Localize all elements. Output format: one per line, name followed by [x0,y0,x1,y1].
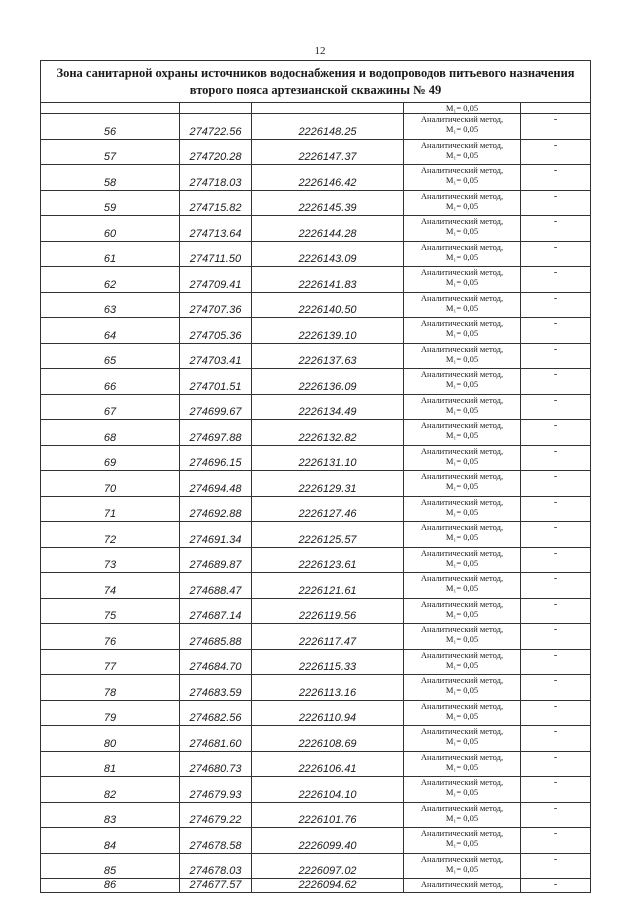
method-coefficient: M₁= 0,05 [445,736,479,746]
coordinates-table [40,60,591,893]
cell-dash: - [521,624,591,650]
cell-y: 2226121.61 [252,573,404,599]
cell-method [404,343,521,369]
cell-number: 85 [41,853,180,879]
method-coefficient: M₁= 0,05 [445,277,479,287]
cell-method [404,471,521,497]
cell-number: 72 [41,522,180,548]
cell-number: 82 [41,777,180,803]
cell-x: 274703.41 [180,343,252,369]
method-name: Аналитический метод, [420,318,504,328]
cell-dash: - [521,318,591,344]
cell-y: 2226115.33 [252,649,404,675]
method-name: Аналитический метод, [420,114,504,124]
cell-method [404,369,521,395]
cell-y: 2226141.83 [252,267,404,293]
method-name: Аналитический метод, [420,751,504,762]
method-name: Аналитический метод, [420,496,504,507]
cell-method [404,879,521,893]
cell-y: 2226106.41 [252,751,404,777]
cell-dash: - [521,726,591,752]
cell-dash [521,103,591,114]
method-name: Аналитический метод, [420,369,504,379]
table-row [41,420,591,446]
cell-dash: - [521,369,591,395]
continued-row [41,103,591,114]
cell-number: 84 [41,828,180,854]
cell-y: 2226108.69 [252,726,404,752]
method-coefficient: M₁= 0,05 [445,608,479,619]
method-coefficient: M₁= 0,05 [445,532,479,542]
cell-x: 274677.57 [180,879,252,893]
method-coefficient: M₁= 0,05 [445,506,479,517]
cell-x: 274681.60 [180,726,252,752]
cell-method [404,445,521,471]
cell-dash: - [521,879,591,893]
cell-method [404,190,521,216]
cell-method [404,675,521,701]
cell-dash: - [521,751,591,777]
cell-method [404,103,521,114]
cell-y: 2226099.40 [252,828,404,854]
method-name: Аналитический метод, [420,598,504,609]
cell-number: 59 [41,190,180,216]
table-row [41,802,591,828]
cell-number: 79 [41,700,180,726]
cell-dash: - [521,522,591,548]
method-name: Аналитический метод, [420,879,504,889]
table-row [41,675,591,701]
table-row [41,496,591,522]
method-name: Аналитический метод, [420,624,504,634]
cell-x: 274694.48 [180,471,252,497]
cell-number: 68 [41,420,180,446]
cell-dash: - [521,471,591,497]
method-name: Аналитический метод, [420,777,504,787]
table-row [41,700,591,726]
cell-dash: - [521,828,591,854]
method-coefficient: M₁= 0,05 [445,251,479,262]
method-name: Аналитический метод, [420,139,504,150]
cell-method [404,216,521,242]
cell-dash: - [521,139,591,165]
method-coefficient: M₁= 0,05 [445,328,479,338]
cell-y: 2226113.16 [252,675,404,701]
cell-y: 2226123.61 [252,547,404,573]
cell-method [404,777,521,803]
table-row [41,853,591,879]
method-name: Аналитический метод, [420,649,504,660]
cell-x: 274697.88 [180,420,252,446]
cell-x: 274711.50 [180,241,252,267]
cell-method [404,139,521,165]
cell-number: 71 [41,496,180,522]
cell-dash: - [521,394,591,420]
cell-dash: - [521,649,591,675]
cell-number: 66 [41,369,180,395]
table-row [41,777,591,803]
cell-method [404,853,521,879]
table-row [41,343,591,369]
cell-dash: - [521,445,591,471]
cell-y: 2226140.50 [252,292,404,318]
table-row [41,114,591,140]
method-name: Аналитический метод, [420,165,504,175]
table-row [41,828,591,854]
method-name: Аналитический метод, [420,190,504,201]
cell-dash: - [521,114,591,140]
cell-number: 83 [41,802,180,828]
cell-y: 2226125.57 [252,522,404,548]
cell-x [180,103,252,114]
cell-x: 274689.87 [180,547,252,573]
method-coefficient: M₁= 0,05 [445,481,479,491]
cell-method [404,624,521,650]
cell-number: 74 [41,573,180,599]
table-row [41,369,591,395]
table-row [41,216,591,242]
cell-method [404,292,521,318]
method-name: Аналитический метод, [420,216,504,226]
cell-x: 274678.03 [180,853,252,879]
cell-x: 274679.93 [180,777,252,803]
cell-y: 2226146.42 [252,165,404,191]
cell-number: 57 [41,139,180,165]
cell-dash: - [521,598,591,624]
cell-number: 69 [41,445,180,471]
method-coefficient: M₁= 0,05 [445,103,479,113]
cell-x: 274682.56 [180,700,252,726]
method-name: Аналитический метод, [420,573,504,583]
cell-method [404,649,521,675]
method-coefficient: M₁= 0,05 [445,685,479,695]
cell-x: 274699.67 [180,394,252,420]
table-row [41,573,591,599]
cell-method [404,828,521,854]
table-row [41,190,591,216]
table-row [41,394,591,420]
cell-method [404,802,521,828]
method-coefficient: M₁= 0,05 [445,838,479,848]
method-coefficient: M₁= 0,05 [445,659,479,670]
cell-method [404,547,521,573]
cell-y: 2226132.82 [252,420,404,446]
cell-number: 58 [41,165,180,191]
cell-dash: - [521,292,591,318]
cell-dash: - [521,420,591,446]
table-row [41,139,591,165]
cell-dash: - [521,573,591,599]
cell-y: 2226129.31 [252,471,404,497]
method-name: Аналитический метод, [420,394,504,405]
method-coefficient: M₁= 0,05 [445,430,479,440]
cell-number: 65 [41,343,180,369]
cell-x: 274701.51 [180,369,252,395]
cell-number: 78 [41,675,180,701]
cell-dash: - [521,802,591,828]
cell-y: 2226127.46 [252,496,404,522]
method-coefficient: M₁= 0,05 [445,353,479,364]
method-coefficient: M₁= 0,05 [445,787,479,797]
cell-x: 274680.73 [180,751,252,777]
cell-x: 274705.36 [180,318,252,344]
cell-y: 2226139.10 [252,318,404,344]
method-coefficient: M₁= 0,05 [445,583,479,593]
cell-number: 61 [41,241,180,267]
cell-dash: - [521,190,591,216]
cell-dash: - [521,547,591,573]
cell-x: 274685.88 [180,624,252,650]
method-coefficient: M₁= 0,05 [445,149,479,160]
cell-x: 274709.41 [180,267,252,293]
cell-y: 2226117.47 [252,624,404,650]
cell-y: 2226144.28 [252,216,404,242]
cell-dash: - [521,216,591,242]
cell-method [404,165,521,191]
table-row [41,649,591,675]
cell-x: 274713.64 [180,216,252,242]
cell-method [404,726,521,752]
cell-x: 274722.56 [180,114,252,140]
cell-x: 274720.28 [180,139,252,165]
cell-method [404,114,521,140]
title-line-2: второго пояса артезианской скважины № 49 [189,82,442,97]
method-name: Аналитический метод, [420,292,504,303]
table-row [41,471,591,497]
table-row [41,879,591,893]
cell-y: 2226097.02 [252,853,404,879]
cell-x: 274715.82 [180,190,252,216]
cell-number: 63 [41,292,180,318]
cell-x: 274684.70 [180,649,252,675]
method-coefficient: M₁= 0,05 [445,455,479,466]
cell-number: 70 [41,471,180,497]
cell-dash: - [521,853,591,879]
method-name: Аналитический метод, [420,420,504,430]
cell-x: 274696.15 [180,445,252,471]
cell-y: 2226145.39 [252,190,404,216]
cell-number: 80 [41,726,180,752]
method-coefficient: M₁= 0,05 [445,226,479,236]
cell-number: 77 [41,649,180,675]
method-coefficient: M₁= 0,05 [445,710,479,721]
cell-y: 2226137.63 [252,343,404,369]
cell-x: 274687.14 [180,598,252,624]
table-row [41,751,591,777]
method-coefficient: M₁= 0,05 [445,634,479,644]
method-name: Аналитический метод, [420,267,504,277]
cell-y: 2226119.56 [252,598,404,624]
cell-dash: - [521,165,591,191]
table-title [41,61,591,103]
cell-dash: - [521,700,591,726]
cell-y: 2226131.10 [252,445,404,471]
table-row [41,522,591,548]
table-row [41,318,591,344]
method-coefficient: M₁= 0,05 [445,379,479,389]
cell-x: 274707.36 [180,292,252,318]
page-number: 12 [314,45,326,57]
cell-x: 274678.58 [180,828,252,854]
method-coefficient: M₁= 0,05 [445,200,479,211]
table-row [41,598,591,624]
method-coefficient: M₁= 0,05 [445,863,479,874]
table-row [41,241,591,267]
cell-number: 60 [41,216,180,242]
method-name: Аналитический метод, [420,675,504,685]
table-row [41,624,591,650]
cell-y: 2226134.49 [252,394,404,420]
cell-number: 75 [41,598,180,624]
method-name: Аналитический метод, [420,726,504,736]
cell-number: 62 [41,267,180,293]
method-coefficient: M₁= 0,05 [445,761,479,772]
method-coefficient: M₁= 0,05 [445,302,479,313]
cell-method [404,522,521,548]
cell-y: 2226094.62 [252,879,404,893]
method-name: Аналитический метод, [420,241,504,252]
method-name: Аналитический метод, [420,802,504,813]
cell-number: 73 [41,547,180,573]
cell-x: 274718.03 [180,165,252,191]
cell-dash: - [521,241,591,267]
method-coefficient: M₁= 0,05 [445,812,479,823]
table-row [41,292,591,318]
cell-y: 2226147.37 [252,139,404,165]
table-row [41,445,591,471]
cell-number [41,103,180,114]
cell-method [404,318,521,344]
cell-number: 76 [41,624,180,650]
method-name: Аналитический метод, [420,522,504,532]
cell-method [404,267,521,293]
cell-y [252,103,404,114]
cell-number: 81 [41,751,180,777]
method-coefficient: M₁= 0,05 [445,557,479,568]
table-row [41,726,591,752]
method-name: Аналитический метод, [420,853,504,864]
cell-method [404,496,521,522]
title-line-1: Зона санитарной охраны источников водоснабжения и водопроводов питьевого назначения [56,65,575,80]
method-name: Аналитический метод, [420,828,504,838]
table-row [41,267,591,293]
cell-dash: - [521,496,591,522]
cell-method [404,573,521,599]
title-row [41,61,591,103]
cell-method [404,598,521,624]
cell-x: 274692.88 [180,496,252,522]
cell-method [404,394,521,420]
method-coefficient: M₁= 0,05 [445,124,479,134]
cell-number: 86 [41,879,180,893]
cell-dash: - [521,343,591,369]
cell-method [404,241,521,267]
cell-y: 2226136.09 [252,369,404,395]
cell-y: 2226104.10 [252,777,404,803]
cell-number: 56 [41,114,180,140]
table-row [41,165,591,191]
cell-method [404,700,521,726]
cell-method [404,420,521,446]
method-name: Аналитический метод, [420,445,504,456]
cell-dash: - [521,675,591,701]
cell-x: 274679.22 [180,802,252,828]
cell-x: 274688.47 [180,573,252,599]
method-name: Аналитический метод, [420,471,504,481]
cell-y: 2226148.25 [252,114,404,140]
cell-dash: - [521,777,591,803]
cell-y: 2226143.09 [252,241,404,267]
cell-dash: - [521,267,591,293]
cell-number: 64 [41,318,180,344]
method-name: Аналитический метод, [420,343,504,354]
cell-x: 274683.59 [180,675,252,701]
cell-number: 67 [41,394,180,420]
cell-x: 274691.34 [180,522,252,548]
method-coefficient: M₁= 0,05 [445,404,479,415]
method-coefficient: M₁= 0,05 [445,175,479,185]
method-name: Аналитический метод, [420,547,504,558]
cell-y: 2226110.94 [252,700,404,726]
table-row [41,547,591,573]
cell-method [404,751,521,777]
cell-y: 2226101.76 [252,802,404,828]
method-name: Аналитический метод, [420,700,504,711]
